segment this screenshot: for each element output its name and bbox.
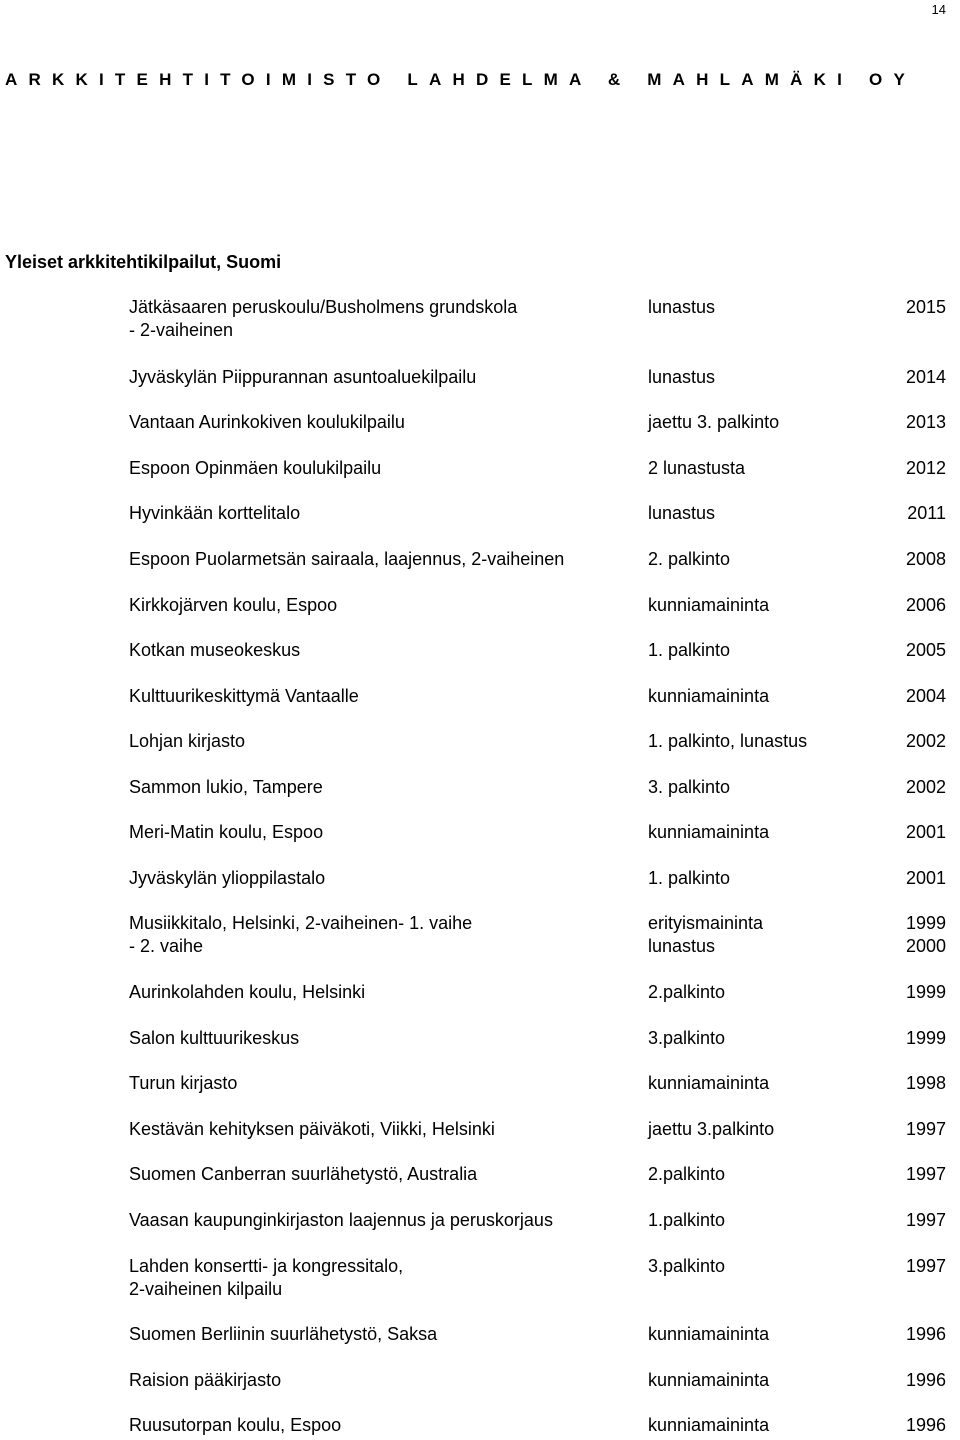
- competition-year: [878, 411, 946, 434]
- competition-result-line: jaettu 3.palkinto: [648, 1119, 775, 1139]
- competition-result-line: lunastus: [648, 367, 716, 387]
- competition-result-line: 2.palkinto: [648, 1164, 726, 1184]
- competition-name: [129, 685, 634, 708]
- competition-name: [129, 366, 634, 389]
- competition-name: [129, 1118, 634, 1141]
- competition-year: [878, 685, 946, 708]
- competition-year-line: 2005: [905, 640, 946, 660]
- competition-name-line: Espoon Opinmäen koulukilpailu: [129, 458, 382, 478]
- competition-name: [129, 1163, 634, 1186]
- competition-result: [648, 411, 858, 434]
- competition-name: [129, 1027, 634, 1050]
- competition-result-line: lunastus: [648, 936, 716, 956]
- competition-year: [878, 1027, 946, 1050]
- competition-result-line: 3.palkinto: [648, 1028, 726, 1048]
- competition-result: [648, 1323, 858, 1346]
- competition-year: [878, 821, 946, 844]
- competition-year-line: 2012: [905, 458, 946, 478]
- competition-name-line: Lohjan kirjasto: [129, 731, 246, 751]
- competition-name-line: - 2-vaiheinen: [129, 320, 234, 340]
- competition-year-line: 1996: [905, 1370, 946, 1390]
- competition-result: [648, 457, 858, 480]
- competition-result-line: kunniamaininta: [648, 1415, 770, 1435]
- competition-year-line: 2001: [905, 868, 946, 888]
- competition-result: [648, 1369, 858, 1392]
- competition-year-line: 2014: [905, 367, 946, 387]
- competition-name: [129, 981, 634, 1004]
- competition-name-line: Vantaan Aurinkokiven koulukilpailu: [129, 412, 405, 432]
- competition-year: [878, 1209, 946, 1232]
- competition-year: [878, 867, 946, 890]
- competition-name-line: Kotkan museokeskus: [129, 640, 301, 660]
- competition-name: [129, 1209, 634, 1232]
- competition-year-line: 2000: [905, 936, 946, 956]
- competition-result: [648, 821, 858, 844]
- competition-name: [129, 411, 634, 434]
- competition-name: [129, 1414, 634, 1437]
- competition-name-line: - 2. vaihe: [129, 936, 204, 956]
- competition-result-line: kunniamaininta: [648, 1073, 770, 1093]
- competition-year: [878, 594, 946, 617]
- competition-result-line: 1.palkinto: [648, 1210, 726, 1230]
- competition-year: [878, 1323, 946, 1346]
- competition-year: [878, 912, 946, 958]
- competition-name-line: Hyvinkään korttelitalo: [129, 503, 301, 523]
- competition-result-line: 2. palkinto: [648, 549, 731, 569]
- competition-result-line: 1. palkinto: [648, 640, 731, 660]
- competition-name: [129, 1255, 634, 1301]
- competition-result: [648, 1414, 858, 1437]
- competition-result: [648, 981, 858, 1004]
- competition-result: [648, 912, 858, 958]
- competition-year: [878, 1072, 946, 1095]
- competition-year: [878, 1414, 946, 1437]
- competition-year-line: 1996: [905, 1324, 946, 1344]
- competition-result: [648, 296, 858, 319]
- competition-year: [878, 981, 946, 1004]
- competition-name-line: Jätkäsaaren peruskoulu/Busholmens grundskola: [129, 297, 518, 317]
- competition-name: [129, 776, 634, 799]
- competition-result: [648, 1255, 858, 1278]
- competition-name: [129, 502, 634, 525]
- competition-year: [878, 457, 946, 480]
- competition-result-line: lunastus: [648, 297, 716, 317]
- competition-year-line: 2002: [905, 777, 946, 797]
- competition-year: [878, 1255, 946, 1278]
- page-number: 14: [931, 2, 946, 17]
- competition-year: [878, 366, 946, 389]
- competition-name-line: Kestävän kehityksen päiväkoti, Viikki, Helsinki: [129, 1119, 495, 1139]
- competition-year-line: 1999: [905, 1028, 946, 1048]
- competition-year-line: 1999: [905, 913, 946, 933]
- competition-year: [878, 502, 946, 525]
- competition-result: [648, 594, 858, 617]
- competition-name: [129, 457, 634, 480]
- competition-name-line: Salon kulttuurikeskus: [129, 1028, 300, 1048]
- competition-name-line: Raision pääkirjasto: [129, 1370, 282, 1390]
- competition-name-line: Aurinkolahden koulu, Helsinki: [129, 982, 366, 1002]
- competition-name: [129, 1323, 634, 1346]
- competition-year: [878, 639, 946, 662]
- competition-name-line: Suomen Berliinin suurlähetystö, Saksa: [129, 1324, 438, 1344]
- competition-result-line: erityismaininta: [648, 913, 764, 933]
- competition-year: [878, 296, 946, 319]
- competition-name-line: Suomen Canberran suurlähetystö, Australia: [129, 1164, 478, 1184]
- competition-result: [648, 502, 858, 525]
- competition-result-line: 3. palkinto: [648, 777, 731, 797]
- competition-name-line: Sammon lukio, Tampere: [129, 777, 323, 797]
- competition-result: [648, 685, 858, 708]
- competition-name-line: 2-vaiheinen kilpailu: [129, 1279, 283, 1299]
- competition-year-line: 2011: [907, 503, 946, 523]
- competition-year-line: 1999: [905, 982, 946, 1002]
- competition-year-line: 2013: [905, 412, 946, 432]
- competition-year-line: 1996: [905, 1415, 946, 1435]
- competition-name-line: Musiikkitalo, Helsinki, 2-vaiheinen- 1. vaihe: [129, 913, 473, 933]
- competition-name: [129, 639, 634, 662]
- competition-result: [648, 1027, 858, 1050]
- competition-year: [878, 730, 946, 753]
- competition-result-line: kunniamaininta: [648, 595, 770, 615]
- competition-year: [878, 1118, 946, 1141]
- competition-year: [878, 776, 946, 799]
- competition-result: [648, 366, 858, 389]
- competition-name-line: Jyväskylän ylioppilastalo: [129, 868, 326, 888]
- competition-result-line: 1. palkinto: [648, 868, 731, 888]
- competition-name-line: Jyväskylän Piippurannan asuntoaluekilpailu: [129, 367, 477, 387]
- competition-name: [129, 1369, 634, 1392]
- competition-name-line: Kulttuurikeskittymä Vantaalle: [129, 686, 359, 706]
- competition-year-line: 2001: [905, 822, 946, 842]
- competition-year: [878, 548, 946, 571]
- competition-name-line: Meri-Matin koulu, Espoo: [129, 822, 324, 842]
- competition-name-line: Vaasan kaupunginkirjaston laajennus ja peruskorjaus: [129, 1210, 553, 1230]
- competition-name-line: Espoon Puolarmetsän sairaala, laajennus, 2-vaiheinen: [129, 549, 565, 569]
- competition-result-line: lunastus: [648, 503, 716, 523]
- competition-name: [129, 912, 634, 958]
- competition-name: [129, 548, 634, 571]
- competition-result-line: jaettu 3. palkinto: [648, 412, 780, 432]
- section-title: Yleiset arkkitehtikilpailut, Suomi: [5, 252, 282, 272]
- competition-name: [129, 1072, 634, 1095]
- competition-name: [129, 730, 634, 753]
- competition-year-line: 1998: [905, 1073, 946, 1093]
- competition-year-line: 1997: [905, 1256, 946, 1276]
- competition-year: [878, 1163, 946, 1186]
- competition-name-line: Turun kirjasto: [129, 1073, 238, 1093]
- competition-result: [648, 639, 858, 662]
- competition-result-line: kunniamaininta: [648, 1324, 770, 1344]
- competition-name: [129, 296, 634, 342]
- competition-name-line: Lahden konsertti- ja kongressitalo,: [129, 1256, 404, 1276]
- competition-name: [129, 867, 634, 890]
- competition-year-line: 2002: [905, 731, 946, 751]
- competition-year-line: 1997: [905, 1210, 946, 1230]
- competition-name-line: Ruusutorpan koulu, Espoo: [129, 1415, 342, 1435]
- competition-result-line: 2 lunastusta: [648, 458, 746, 478]
- firm-header: ARKKITEHTITOIMISTO LAHDELMA & MAHLAMÄKI OY: [5, 70, 917, 89]
- competition-name: [129, 821, 634, 844]
- competition-result-line: kunniamaininta: [648, 686, 770, 706]
- competition-year-line: 2015: [905, 297, 946, 317]
- competition-result-line: 3.palkinto: [648, 1256, 726, 1276]
- competition-result-line: kunniamaininta: [648, 1370, 770, 1390]
- competition-name: [129, 594, 634, 617]
- competition-result-line: 2.palkinto: [648, 982, 726, 1002]
- competition-result: [648, 776, 858, 799]
- competition-result: [648, 1209, 858, 1232]
- competition-year: [878, 1369, 946, 1392]
- competition-year-line: 2006: [905, 595, 946, 615]
- competition-result: [648, 867, 858, 890]
- competition-result-line: kunniamaininta: [648, 822, 770, 842]
- competition-result-line: 1. palkinto, lunastus: [648, 731, 808, 751]
- competition-result: [648, 730, 858, 753]
- competition-year-line: 1997: [905, 1119, 946, 1139]
- competition-result: [648, 1072, 858, 1095]
- competition-result: [648, 1163, 858, 1186]
- competition-result: [648, 1118, 858, 1141]
- competition-result: [648, 548, 858, 571]
- competition-year-line: 2004: [905, 686, 946, 706]
- competition-name-line: Kirkkojärven koulu, Espoo: [129, 595, 338, 615]
- competition-year-line: 2008: [905, 549, 946, 569]
- competition-year-line: 1997: [905, 1164, 946, 1184]
